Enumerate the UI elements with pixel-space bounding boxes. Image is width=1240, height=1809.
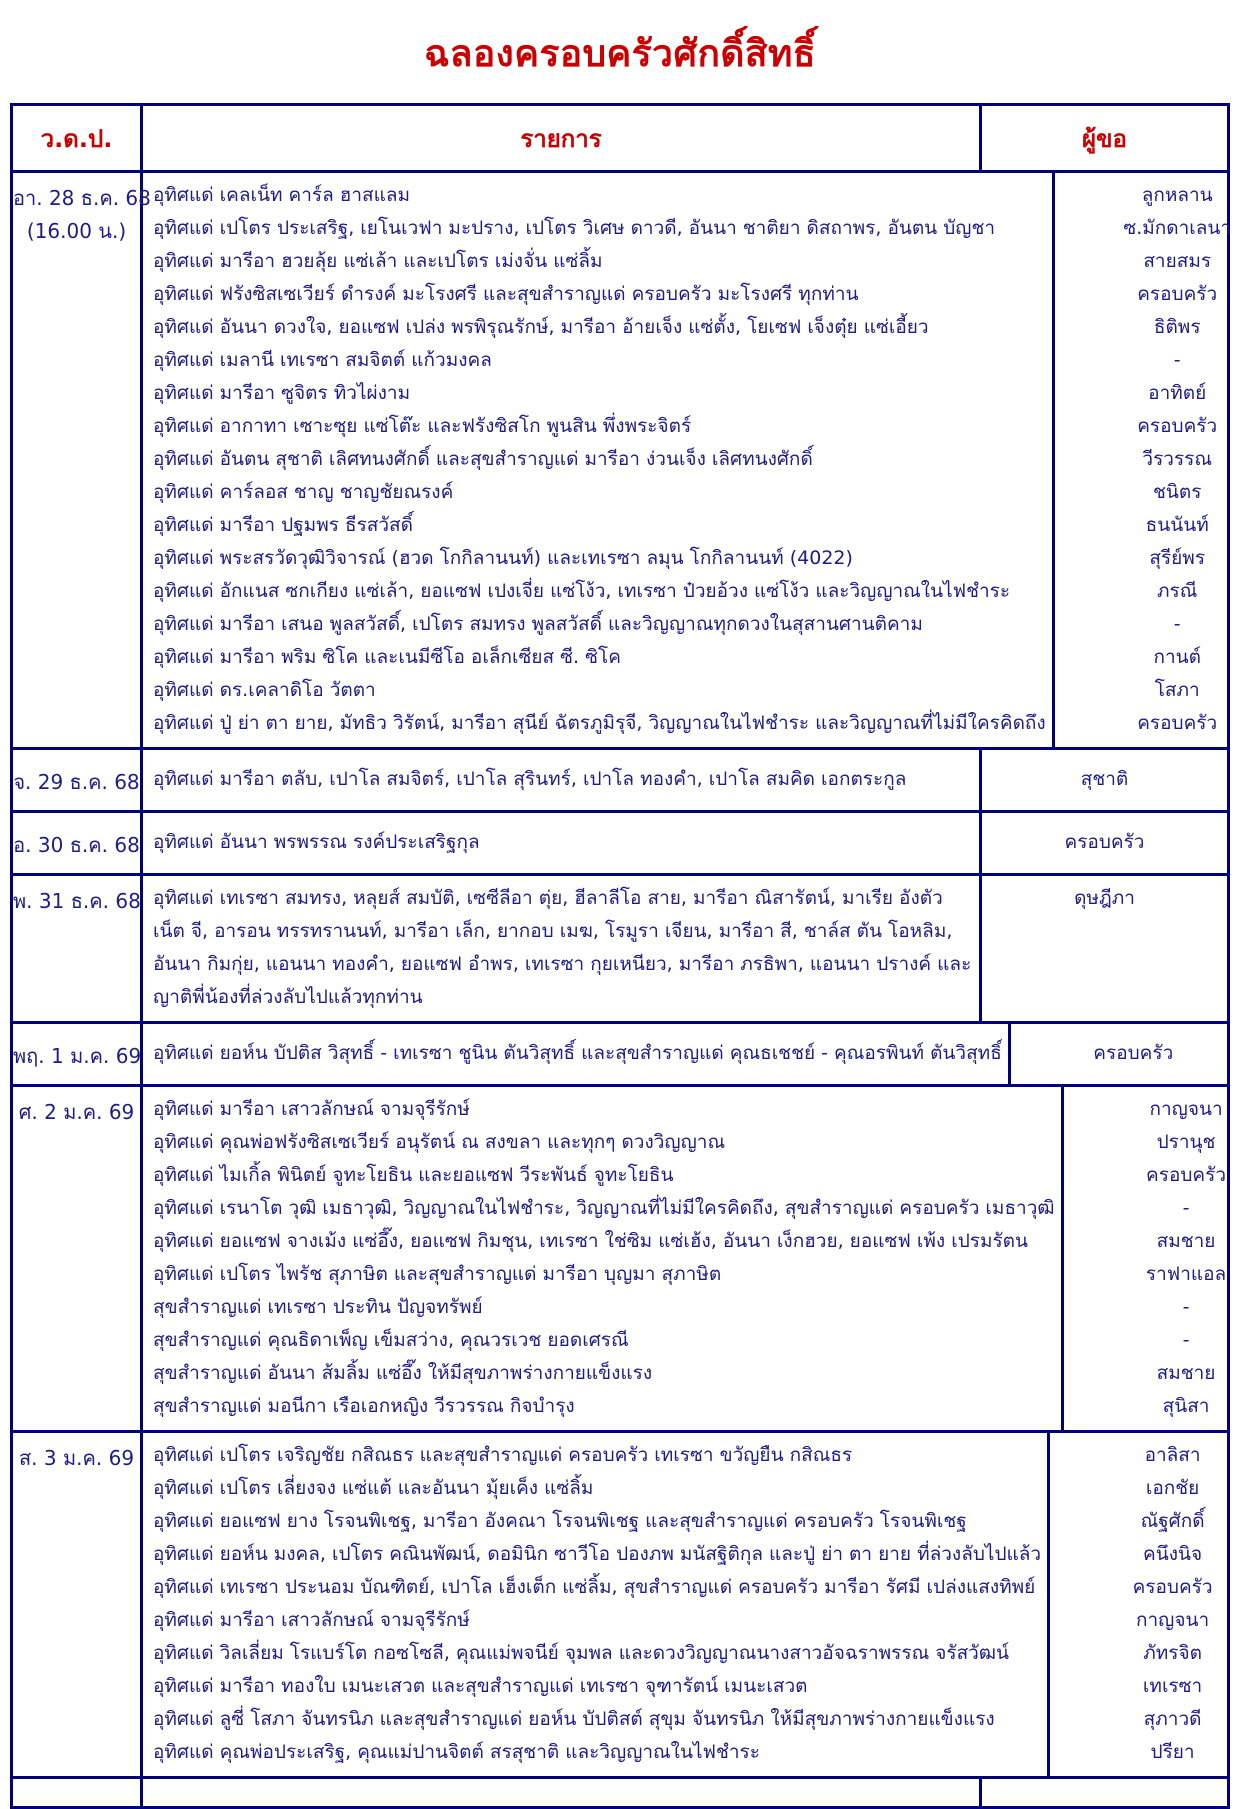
table-row	[13, 1776, 1227, 1806]
intention-text: อุทิศแด่ คาร์ลอส ชาญ ชาญชัยณรงค์	[153, 481, 454, 503]
intention-text: อุทิศแด่ เปโตร ประเสริฐ, เยโนเวฟา มะปราง, เปโตร วิเศษ ดาวดี, อันนา ชาติยา ดิสถาพร, อันตน บัญชา	[153, 217, 996, 239]
date-text: ศ. 2 ม.ค. 69	[18, 1100, 135, 1124]
requester-text: -	[1182, 1329, 1190, 1351]
table-body	[13, 170, 1232, 1806]
intention-text: อุทิศแด่ มารีอา พริม ซิโค และเนมีซีโอ อเล็กเซียส ซี. ซิโค	[153, 646, 621, 668]
header-requester-column: ผู้ขอ	[1082, 124, 1127, 153]
requester-text: เทเรซา	[1142, 1675, 1203, 1697]
requester-text: ครอบครัว	[1132, 1576, 1213, 1598]
header-items-column: รายการ	[143, 106, 982, 170]
date-text: พฤ. 1 ม.ค. 69	[13, 1044, 142, 1068]
requester-text: ภรณี	[1157, 580, 1198, 602]
intention-text: อุทิศแด่ เทเรซา สมทรง, หลุยส์ สมบัติ, เซซีลีอา ตุ่ย, ฮีลาลีโอ สาย, มารีอา ณิสารัตน์, มาเรีย อังตัวเน็ต จี, อารอน ทรรทรานนท์, มารีอา เล็ก, ยากอบ เมฆ, โรมูรา เจียน, มารีอา สี, ชาล์ส ตัน โอหลิม, อันนา กิมกุ่ย, แอนนา ทองคำ, ยอแซฟ อำพร, เทเรซา กุยเหนียว, มารีอา ภรธิพา, แอนนา ปรางค์ และญาติพี่น้องที่ล่วงลับไปแล้วทุกท่าน	[153, 887, 972, 1008]
intention-text: สุขสำราญแด่ อันนา ส้มลิ้ม แซ่อึ๊ง ให้มีสุขภาพร่างกายแข็งแรง	[153, 1362, 653, 1384]
requester-text: ครอบครัว	[1093, 1042, 1174, 1064]
intention-text: อุทิศแด่ พระสรวัดวุฒิวิจารณ์ (ฮวด โกกิลานนท์) และเทเรซา ลมุน โกกิลานนท์ (4022)	[153, 547, 853, 569]
intention-text: อุทิศแด่ ดร.เคลาดิโอ วัตตา	[153, 679, 376, 701]
table-row	[13, 873, 1227, 1021]
intention-text: อุทิศแด่ เปโตร ไพรัช สุภาษิต และสุขสำราญแด่ มารีอา บุญมา สุภาษิต	[153, 1263, 722, 1285]
requester-text: ปรียา	[1150, 1741, 1195, 1763]
requester-text: ครอบครัว	[1064, 831, 1145, 853]
requester-text: ปรานุช	[1156, 1131, 1216, 1153]
table-row	[13, 1430, 1227, 1776]
intention-text: อุทิศแด่ เทเรซา ประนอม บัณฑิตย์, เปาโล เฮ็งเต็ก แซ่ลิ้ม, สุขสำราญแด่ ครอบครัว มารีอา รัศมี เปล่งแสงทิพย์	[153, 1576, 1036, 1598]
intention-text: อุทิศแด่ ไมเกิ้ล พินิตย์ จูทะโยธิน และยอแซฟ วีระพันธ์ จูทะโยธิน	[153, 1164, 674, 1186]
table-row	[13, 1084, 1227, 1430]
requester-text: ครอบครัว	[1137, 415, 1218, 437]
requester-text: อาทิตย์	[1148, 382, 1207, 404]
date-text: พ. 31 ธ.ค. 68	[13, 889, 141, 913]
date-text: อา. 28 ธ.ค. 68	[13, 186, 151, 210]
date-cell	[13, 813, 143, 873]
intention-text: อุทิศแด่ อากาทา เซาะซุย แซ่โต๊ะ และฟรังซิสโก พูนสิน พึ่งพระจิตร์	[153, 415, 692, 437]
date-cell	[13, 1087, 143, 1430]
requester-text: ชนิตร	[1152, 481, 1202, 503]
requester-text: อาลิสา	[1144, 1444, 1201, 1466]
intention-text: อุทิศแด่ เปโตร เจริญชัย กสิณธร และสุขสำราญแด่ ครอบครัว เทเรซา ขวัญยืน กสิณธร	[153, 1444, 853, 1466]
items-cell	[143, 1433, 1050, 1776]
requester-text: กาญจนา	[1136, 1609, 1210, 1631]
items-cell	[143, 750, 982, 810]
items-cell	[143, 1024, 1011, 1084]
table-row	[13, 1021, 1227, 1084]
intention-text: อุทิศแด่ มารีอา เสนอ พูลสวัสดิ์, เปโตร สมทรง พูลสวัสดิ์ และวิญญาณทุกดวงในสุสานศานติคาม	[153, 613, 923, 635]
requester-cell	[1050, 1433, 1240, 1776]
requester-text: สมชาย	[1156, 1230, 1216, 1252]
date-cell	[13, 750, 143, 810]
intention-text: อุทิศแด่ ปู่ ย่า ตา ยาย, มัทธิว วิรัตน์, มารีอา สุนีย์ ฉัตรภูมิรุจี, วิญญาณในไฟชำระ และวิญญาณที่ไม่มีใครคิดถึง	[153, 712, 1046, 734]
requester-text: ภัทรจิต	[1143, 1642, 1202, 1664]
items-cell	[143, 1779, 982, 1806]
requester-text: ซ.มักดาเลนา	[1123, 217, 1232, 239]
requester-text: สุชาติ	[1080, 768, 1129, 790]
requester-text: กาญจนา	[1149, 1098, 1223, 1120]
requester-cell	[1064, 1087, 1240, 1430]
table-row	[13, 170, 1232, 747]
requester-text: ณัฐศักดิ์	[1140, 1510, 1205, 1532]
intention-text: อุทิศแด่ คุณพ่อฟรังซิสเซเวียร์ อนุรัตน์ ณ สงขลา และทุกๆ ดวงวิญญาณ	[153, 1131, 726, 1153]
items-cell	[143, 1087, 1064, 1430]
requester-text: สมชาย	[1156, 1362, 1216, 1384]
intention-text: อุทิศแด่ ยอห์น มงคล, เปโตร คณินพัฒน์, ดอมินิก ซาวีโอ ปองภพ มนัสฐิติกุล และปู่ ย่า ตา ยาย ที่ล่วงลับไปแล้ว	[153, 1543, 1042, 1565]
requester-text: โสภา	[1154, 679, 1200, 701]
intention-text: อุทิศแด่ อักแนส ซกเกียง แซ่เล้า, ยอแซฟ เปงเจี่ย แซ่โง้ว, เทเรซา ป๋วยอ้วง แซ่โง้ว และวิญญาณในไฟชำระ	[153, 580, 1011, 602]
intention-text: อุทิศแด่ ยอแซฟ ยาง โรจนพิเชฐ, มารีอา อังคณา โรจนพิเชฐ และสุขสำราญแด่ ครอบครัว โรจนพิเชฐ	[153, 1510, 967, 1532]
table-header-row	[13, 106, 1227, 170]
requester-text: ธนนันท์	[1145, 514, 1209, 536]
requester-cell	[982, 1779, 1227, 1806]
intention-text: สุขสำราญแด่ เทเรซา ประทิน ปัญจทรัพย์	[153, 1296, 483, 1318]
items-cell	[143, 173, 1055, 747]
requester-text: คนึงนิจ	[1143, 1543, 1203, 1565]
table-row	[13, 747, 1227, 810]
requester-cell	[982, 876, 1227, 1021]
intention-text: อุทิศแด่ เคลเน็ท คาร์ล ฮาสแลม	[153, 184, 411, 206]
table-row	[13, 810, 1227, 873]
requester-text: สุนิสา	[1162, 1395, 1210, 1417]
requester-cell	[1055, 173, 1240, 747]
intention-text: อุทิศแด่ มารีอา ฮวยลุ้ย แซ่เล้า และเปโตร เม่งจั่น แซ่ลิ้ม	[153, 250, 603, 272]
page-title: ฉลองครอบครัวศักดิ์สิทธิ์	[424, 32, 816, 75]
requester-text: วีรวรรณ	[1142, 448, 1212, 470]
requester-text: สายสมร	[1143, 250, 1212, 272]
intention-text: อุทิศแด่ อันนา ดวงใจ, ยอแซฟ เปล่ง พรพิรุณรักษ์, มารีอา อ้ายเจ็ง แซ่ตั้ง, โยเซฟ เจ็งตุ๋ย แซ่เอี้ยว	[153, 316, 929, 338]
requester-text: ราฟาแอล	[1145, 1263, 1227, 1285]
intention-text: อุทิศแด่ มารีอา เสาวลักษณ์ จามจุรีรักษ์	[153, 1609, 470, 1631]
intention-text: สุขสำราญแด่ มอนีกา เรือเอกหญิง วีรวรรณ กิจบำรุง	[153, 1395, 575, 1417]
date-text: (16.00 น.)	[26, 219, 127, 243]
intention-text: อุทิศแด่ มารีอา ปฐมพร ธีรสวัสดิ์	[153, 514, 413, 536]
date-text: อ. 30 ธ.ค. 68	[13, 833, 140, 857]
requester-text: สุภาวดี	[1143, 1708, 1202, 1730]
requester-text: -	[1182, 1296, 1190, 1318]
requester-text: ลูกหลาน	[1141, 184, 1213, 206]
requester-cell	[982, 750, 1227, 810]
intention-text: อุทิศแด่ เมลานี เทเรซา สมจิตต์ แก้วมงคล	[153, 349, 492, 371]
intention-text: อุทิศแด่ มารีอา เสาวลักษณ์ จามจุรีรักษ์	[153, 1098, 470, 1120]
intention-text: อุทิศแด่ อันตน สุชาติ เลิศทนงศักดิ์ และสุขสำราญแด่ มารีอา ง่วนเจ็ง เลิศทนงศักดิ์	[153, 448, 813, 470]
requester-text: เอกชัย	[1145, 1477, 1200, 1499]
intention-text: อุทิศแด่ ลูซี่ โสภา จันทรนิภ และสุขสำราญแด่ ยอห์น บัปติสต์ สุขุม จันทรนิภ ให้มีสุขภาพร่างกายแข็งแรง	[153, 1708, 995, 1730]
requester-text: สุรีย์พร	[1149, 547, 1206, 569]
requester-cell	[1011, 1024, 1240, 1084]
intention-text: อุทิศแด่ วิลเลี่ยม โรแบร์โต กอซโซลี, คุณแม่พจนีย์ จุมพล และดวงวิญญาณนางสาวอัจฉราพรรณ จรัสวัฒน์	[153, 1642, 1010, 1664]
intention-text: อุทิศแด่ เปโตร เลี่ยงจง แซ่แต้ และอันนา มุ้ยเค็ง แซ่ลิ้ม	[153, 1477, 594, 1499]
mass-intentions-table	[10, 103, 1230, 1809]
requester-text: -	[1182, 1197, 1190, 1219]
intention-text: อุทิศแด่ ฟรังซิสเซเวียร์ ดำรงค์ มะโรงศรี และสุขสำราญแด่ ครอบครัว มะโรงศรี ทุกท่าน	[153, 283, 859, 305]
header-date-column: ว.ด.ป.	[13, 106, 143, 170]
date-cell	[13, 1433, 143, 1776]
date-text: จ. 29 ธ.ค. 68	[13, 770, 140, 794]
intention-text: อุทิศแด่ อันนา พรพรรณ รงค์ประเสริฐกุล	[153, 831, 480, 853]
intention-text: อุทิศแด่ เรนาโต วุฒิ เมธาวุฒิ, วิญญาณในไฟชำระ, วิญญาณที่ไม่มีใครคิดถึง, สุขสำราญแด่ ครอบครัว เมธาวุฒิ	[153, 1197, 1055, 1219]
requester-text: ครอบครัว	[1137, 712, 1218, 734]
requester-cell	[982, 813, 1227, 873]
items-cell	[143, 876, 982, 1021]
date-cell	[13, 876, 143, 1021]
intention-text: อุทิศแด่ มารีอา ซูจิตร ทิวไผ่งาม	[153, 382, 411, 404]
requester-text: -	[1173, 613, 1181, 635]
date-text: ส. 3 ม.ค. 69	[18, 1446, 135, 1470]
intention-text: สุขสำราญแด่ คุณธิดาเพ็ญ เข็มสว่าง, คุณวรเวช ยอดเศรณี	[153, 1329, 629, 1351]
date-cell	[13, 1024, 143, 1084]
date-cell	[13, 173, 151, 747]
date-cell	[13, 1779, 143, 1806]
requester-text: ดุษฎีภา	[1074, 887, 1135, 909]
intention-text: อุทิศแด่ มารีอา ตลับ, เปาโล สมจิตร์, เปาโล สุรินทร์, เปาโล ทองคำ, เปาโล สมคิด เอกตระกูล	[153, 768, 907, 790]
requester-text: -	[1173, 349, 1181, 371]
intention-text: อุทิศแด่ คุณพ่อประเสริฐ, คุณแม่ปานจิตต์ สรสุชาติ และวิญญาณในไฟชำระ	[153, 1741, 760, 1763]
intention-text: อุทิศแด่ ยอห์น บัปติส วิสุทธิ์ - เทเรซา ชูนิน ตันวิสุทธิ์ และสุขสำราญแด่ คุณธเชชย์ - คุณอรพินท์ ตันวิสุทธิ์	[153, 1042, 1002, 1064]
requester-text: กานต์	[1153, 646, 1201, 668]
requester-text: ครอบครัว	[1137, 283, 1218, 305]
requester-text: ธิติพร	[1153, 316, 1201, 338]
requester-text: ครอบครัว	[1146, 1164, 1227, 1186]
intention-text: อุทิศแด่ มารีอา ทองใบ เมนะเสวต และสุขสำราญแด่ เทเรซา จุฑารัตน์ เมนะเสวต	[153, 1675, 808, 1697]
intention-text: อุทิศแด่ ยอแซฟ จางเม้ง แซ่อึ๊ง, ยอแซฟ กิมชุน, เทเรซา ใช่ซิม แซ่เฮ้ง, อันนา เง็กฮวย, ยอแซฟ เพ้ง เปรมรัตน	[153, 1230, 1029, 1252]
items-cell	[143, 813, 982, 873]
